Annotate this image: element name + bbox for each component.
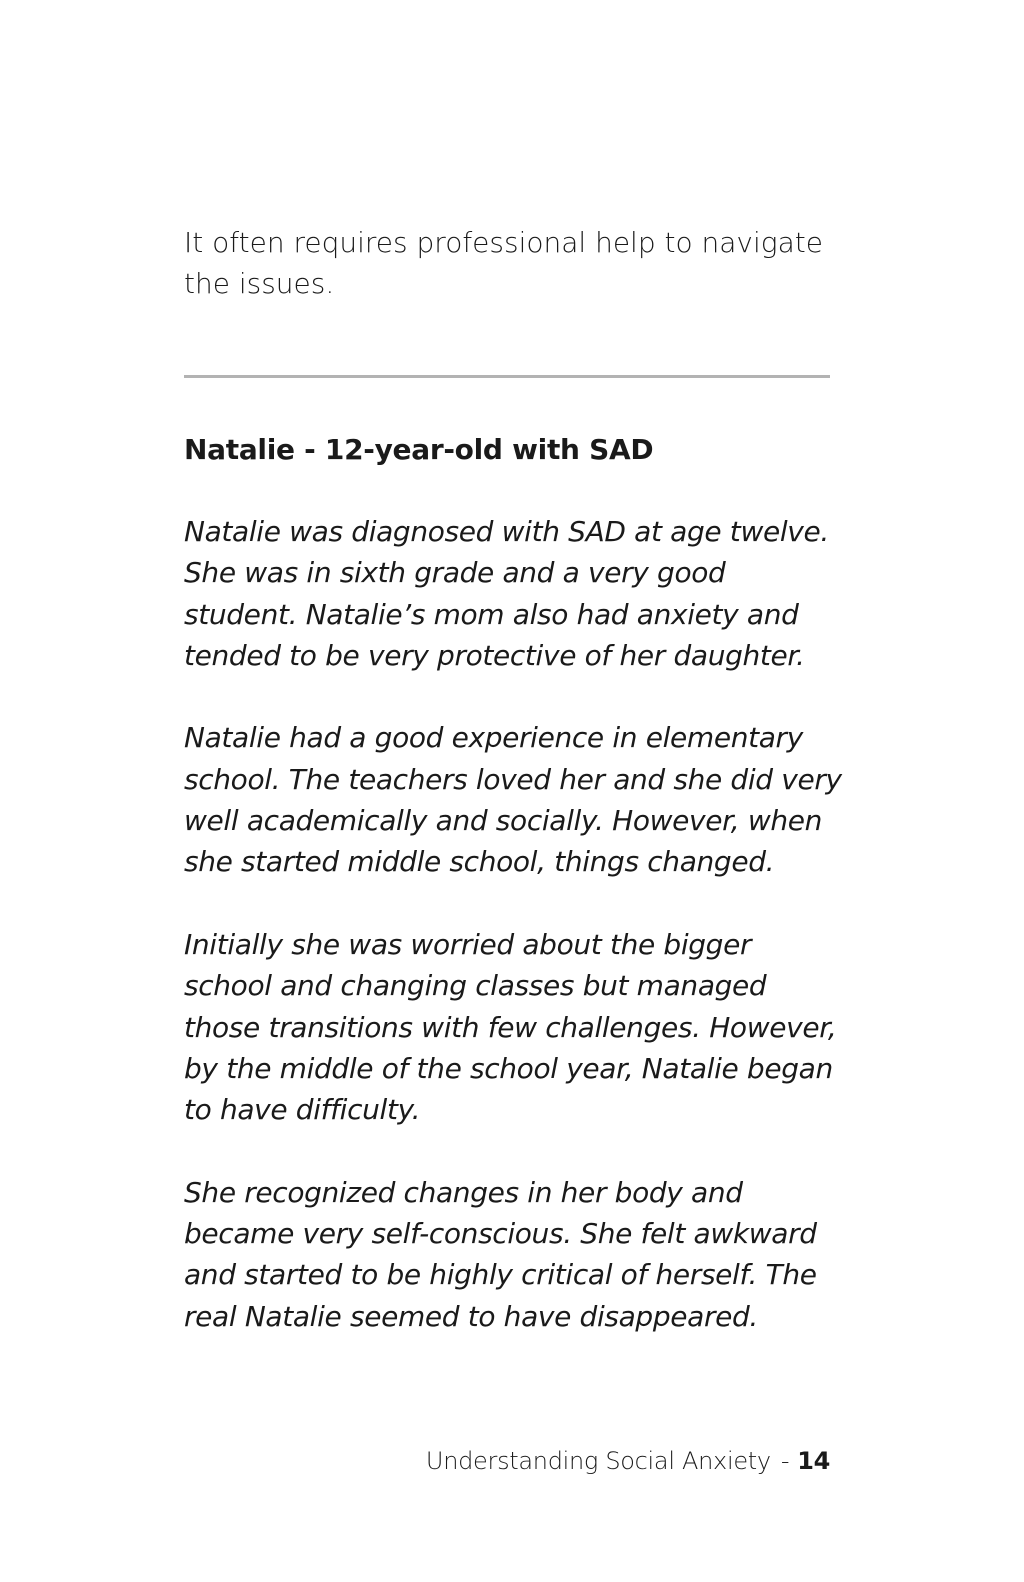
footer-book-title: Understanding Social Anxiety bbox=[425, 1447, 771, 1475]
section-divider bbox=[184, 375, 830, 378]
page-footer bbox=[426, 1443, 830, 1479]
footer-separator: - bbox=[780, 1447, 790, 1475]
case-study-paragraph: She recognized changes in her body and became very self-conscious. She felt awkward and started to be highly critical of herself. The real Natalie seemed to have disappeared. bbox=[184, 1175, 817, 1333]
case-study-body bbox=[184, 511, 844, 1378]
case-study-paragraph: Natalie was diagnosed with SAD at age twelve. She was in sixth grade and a very good student. Natalie’s mom also had anxiety and tended to be very protective of her daughter. bbox=[184, 515, 829, 672]
intro-paragraph: It often requires professional help to navigate the issues. bbox=[184, 226, 823, 301]
case-study-paragraph: Initially she was worried about the bigger school and changing classes but managed those transitions with few challenges. However, by the middle of the school year, Natalie began to have difficulty. bbox=[184, 927, 837, 1127]
page-number: 14 bbox=[797, 1447, 830, 1475]
book-page bbox=[184, 0, 842, 1582]
case-study-heading: Natalie - 12-year-old with SAD bbox=[184, 433, 654, 466]
case-study-paragraph: Natalie had a good experience in elementary school. The teachers loved her and she did very well academically and socially. However, when she started middle school, things changed. bbox=[184, 721, 842, 879]
